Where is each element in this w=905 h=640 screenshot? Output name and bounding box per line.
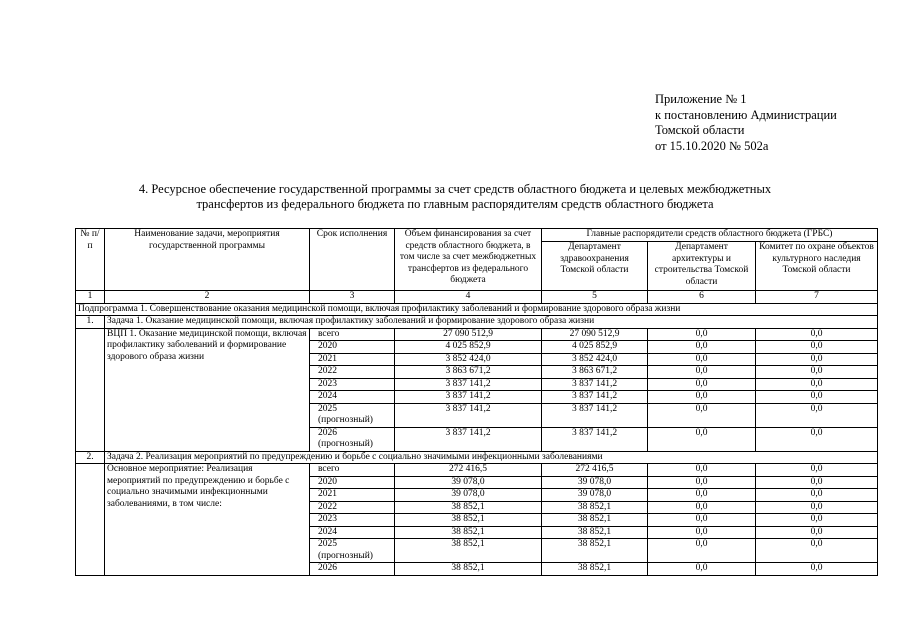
- term-cell: 2021: [310, 489, 395, 502]
- dep-arch-cell: 0,0: [648, 403, 756, 427]
- task-title: Задача 1. Оказание медицинской помощи, включая профилактику заболеваний и формирование здорового образа жизни: [105, 316, 878, 329]
- volume-cell: 3 863 671,2: [395, 366, 542, 379]
- term-cell: всего: [310, 464, 395, 477]
- volume-cell: 38 852,1: [395, 563, 542, 576]
- dep-arch-cell: 0,0: [648, 563, 756, 576]
- committee-cell: 0,0: [756, 563, 878, 576]
- committee-cell: 0,0: [756, 526, 878, 539]
- committee-cell: 0,0: [756, 476, 878, 489]
- dep-health-cell: 3 837 141,2: [542, 378, 648, 391]
- dep-arch-cell: 0,0: [648, 539, 756, 563]
- appendix-line-4: от 15.10.2020 № 502а: [655, 138, 769, 153]
- term-cell: 2024: [310, 391, 395, 404]
- dep-health-cell: 3 852 424,0: [542, 353, 648, 366]
- task-num: 2.: [76, 451, 105, 464]
- volume-cell: 38 852,1: [395, 539, 542, 563]
- committee-cell: 0,0: [756, 539, 878, 563]
- header-num: № п/п: [76, 229, 105, 291]
- dep-arch-cell: 0,0: [648, 341, 756, 354]
- dep-arch-cell: 0,0: [648, 391, 756, 404]
- blank-num-cell: [76, 464, 105, 576]
- committee-cell: 0,0: [756, 501, 878, 514]
- dep-health-cell: 3 837 141,2: [542, 427, 648, 451]
- dep-health-cell: 272 416,5: [542, 464, 648, 477]
- activity-name: Основное мероприятие: Реализация мероприятий по предупреждению и борьбе с социально значимыми инфекционными заболеваниями, в том числе:: [105, 464, 310, 576]
- term-cell: 2022: [310, 501, 395, 514]
- dep-health-cell: 4 025 852,9: [542, 341, 648, 354]
- appendix-line-2: к постановлению Администрации: [655, 107, 837, 122]
- committee-cell: 0,0: [756, 427, 878, 451]
- task-title: Задача 2. Реализация мероприятий по предупреждению и борьбе с социально значимыми инфекционными заболеваниями: [105, 451, 878, 464]
- task-row: [76, 316, 878, 329]
- term-cell: 2023: [310, 514, 395, 527]
- blank-num-cell: [76, 328, 105, 451]
- header-committee: Комитет по охране объектов культурного наследия Томской области: [756, 242, 878, 291]
- document-title: [60, 182, 850, 212]
- dep-arch-cell: 0,0: [648, 378, 756, 391]
- dep-health-cell: 39 078,0: [542, 476, 648, 489]
- title-line-1: 4. Ресурсное обеспечение государственной программы за счет средств областного бюджета и целевых межбюджетных: [138, 182, 772, 196]
- subprogram-row: [76, 303, 878, 316]
- term-cell: 2026 (прогнозный): [310, 427, 395, 451]
- committee-cell: 0,0: [756, 328, 878, 341]
- index-row: [76, 291, 878, 304]
- resource-table: [75, 228, 878, 576]
- term-cell: 2025 (прогнозный): [310, 539, 395, 563]
- dep-arch-cell: 0,0: [648, 514, 756, 527]
- committee-cell: 0,0: [756, 378, 878, 391]
- header-term: Срок исполнения: [310, 229, 395, 291]
- volume-cell: 27 090 512,9: [395, 328, 542, 341]
- table-row: [76, 464, 878, 477]
- volume-cell: 38 852,1: [395, 514, 542, 527]
- committee-cell: 0,0: [756, 489, 878, 502]
- volume-cell: 39 078,0: [395, 476, 542, 489]
- dep-arch-cell: 0,0: [648, 526, 756, 539]
- volume-cell: 3 837 141,2: [395, 427, 542, 451]
- header-grbs: Главные распорядители средств областного бюджета (ГРБС): [542, 229, 878, 242]
- term-cell: 2020: [310, 341, 395, 354]
- dep-health-cell: 38 852,1: [542, 514, 648, 527]
- term-cell: 2021: [310, 353, 395, 366]
- volume-cell: 3 837 141,2: [395, 378, 542, 391]
- appendix-line-1: Приложение № 1: [655, 92, 747, 106]
- dep-arch-cell: 0,0: [648, 427, 756, 451]
- term-cell: 2020: [310, 476, 395, 489]
- header-dep-arch: Департамент архитектуры и строительства Томской области: [648, 242, 756, 291]
- dep-health-cell: 38 852,1: [542, 501, 648, 514]
- volume-cell: 272 416,5: [395, 464, 542, 477]
- term-cell: 2022: [310, 366, 395, 379]
- term-cell: 2024: [310, 526, 395, 539]
- dep-health-cell: 3 863 671,2: [542, 366, 648, 379]
- task-num: 1.: [76, 316, 105, 329]
- index-cell: 1: [76, 291, 105, 304]
- dep-arch-cell: 0,0: [648, 464, 756, 477]
- committee-cell: 0,0: [756, 403, 878, 427]
- dep-arch-cell: 0,0: [648, 366, 756, 379]
- dep-arch-cell: 0,0: [648, 353, 756, 366]
- dep-arch-cell: 0,0: [648, 489, 756, 502]
- dep-arch-cell: 0,0: [648, 501, 756, 514]
- volume-cell: 38 852,1: [395, 501, 542, 514]
- task-row: [76, 451, 878, 464]
- index-cell: 7: [756, 291, 878, 304]
- header-dep-health: Департамент здравоохранения Томской области: [542, 242, 648, 291]
- committee-cell: 0,0: [756, 514, 878, 527]
- volume-cell: 4 025 852,9: [395, 341, 542, 354]
- dep-health-cell: 38 852,1: [542, 539, 648, 563]
- appendix-line-3: Томской области: [655, 123, 745, 137]
- dep-arch-cell: 0,0: [648, 328, 756, 341]
- dep-health-cell: 3 837 141,2: [542, 403, 648, 427]
- volume-cell: 3 837 141,2: [395, 391, 542, 404]
- index-cell: 4: [395, 291, 542, 304]
- index-cell: 6: [648, 291, 756, 304]
- dep-health-cell: 27 090 512,9: [542, 328, 648, 341]
- volume-cell: 3 837 141,2: [395, 403, 542, 427]
- committee-cell: 0,0: [756, 366, 878, 379]
- term-cell: 2026: [310, 563, 395, 576]
- dep-health-cell: 38 852,1: [542, 526, 648, 539]
- dep-arch-cell: 0,0: [648, 476, 756, 489]
- dep-health-cell: 38 852,1: [542, 563, 648, 576]
- committee-cell: 0,0: [756, 341, 878, 354]
- volume-cell: 3 852 424,0: [395, 353, 542, 366]
- header-name: Наименование задачи, мероприятия государственной программы: [105, 229, 310, 291]
- title-line-2: трансфертов из федерального бюджета по главным распорядителям средств областного бюджета: [196, 197, 714, 211]
- table-row: [76, 328, 878, 341]
- appendix-block: [655, 92, 837, 154]
- term-cell: 2023: [310, 378, 395, 391]
- index-cell: 5: [542, 291, 648, 304]
- index-cell: 3: [310, 291, 395, 304]
- term-cell: всего: [310, 328, 395, 341]
- dep-health-cell: 39 078,0: [542, 489, 648, 502]
- volume-cell: 39 078,0: [395, 489, 542, 502]
- committee-cell: 0,0: [756, 464, 878, 477]
- subprogram-title: Подпрограмма 1. Совершенствование оказания медицинской помощи, включая профилактику заболеваний и формирование здорового образа жизни: [76, 303, 878, 316]
- committee-cell: 0,0: [756, 391, 878, 404]
- dep-health-cell: 3 837 141,2: [542, 391, 648, 404]
- term-cell: 2025 (прогнозный): [310, 403, 395, 427]
- activity-name: ВЦП 1. Оказание медицинской помощи, включая профилактику заболеваний и формирование здорового образа жизни: [105, 328, 310, 451]
- volume-cell: 38 852,1: [395, 526, 542, 539]
- committee-cell: 0,0: [756, 353, 878, 366]
- header-volume: Объем финансирования за счет средств областного бюджета, в том числе за счет межбюджетных трансфертов из федерального бюджета: [395, 229, 542, 291]
- index-cell: 2: [105, 291, 310, 304]
